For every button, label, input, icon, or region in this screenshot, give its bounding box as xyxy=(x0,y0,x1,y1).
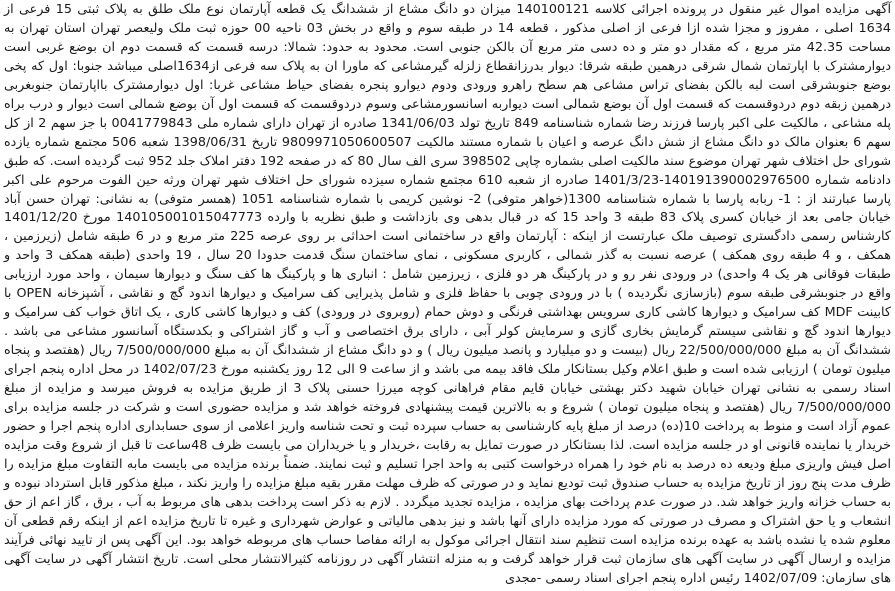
notice-text: آگهی مزایده اموال غیر منقول در پرونده اجرائی کلاسه 140100121 میزان دو دانگ مشاع از ششدانگ یک قطعه آپارتمان نوع ملک طلق به پلاک ثبتی 15 فرعی از 1634 اصلی ، مفروز و مجزا شده ازا فرعی از اصلی مذکور ، قطعه 14 در طبقه سوم و واقع در بخش 03 ناحیه 00 حوزه ثبت ملک ولیعصر تهران استان تهران به مساحت 42.35 متر مربع ، که مقدار دو متر و ده دسی متر مربع آن بالکن جنوبی است. محدود به حدود: شمالا: درسه قسمت که قسمت دوم ان بوضع غربی است دیوارمشترک با اپارتمان شمال شرقی درهمین طبقه شرقا: دیوار بدرزانقطاع زلزله گیرمشاعی که ماورا ان به پلاک سه فرعی از1634اصلی میباشد جنوبا: اول که پخی بوضع جنوبشرقی است لبه بالکن بفضای تراس مشاعی هم سطح راهرو ورودی ودوم دیوارو پنجره بفضای حیاط مشاعی غربا: اول دیوارمشترک بااپارتمان جنوبغربی درهمین زبقه دوم دردوقسمت که قسمت اول آن بوضع شمالی است دیواربه اسانسورمشاعی وسوم دردوقسمت که قسمت اول آن بوضع شمالی است دیوار و درب براه پله مشاعی ، مالکیت علی اکبر پارسا فرزند رضا شماره شناسنامه 849 تاریخ تولد 1341/06/03 صادره از تهران دارای شماره ملی 0041779843 با جز سهم 2 از کل سهم 6 بعنوان مالک دو دانگ مشاع از شش دانگ عرصه و اعیان با شماره مستند مالکیت 9809971050600507 تاریخ 1398/06/31 شعبه 506 مجتمع شماره یازده شورای حل اختلاف شهر تهران موضوع سند مالکیت اصلی بشماره چاپی 398502 سری الف سال 80 که در صفحه 192 دفتر املاک جلد 952 ثبت گردیده است. که طبق دادنامه شماره 140191390002976500-1401/3/23 صادره از شعبه 610 مجتمع شماره سیزده شورای حل اختلاف شهر تهران ورثه حین الفوت مرحوم علی اکبر پارسا عبارتند از : 1- ربابه پارسا با شماره شناسنامه 1300(خواهر متوفی) 2- نوشین کریمی با شماره شناسنامه 1051 (همسر متوفی) به نشانی: تهران حسن آباد خیابان جامی بعد از خیابان کسری پلاک 83 طبقه 3 واحد 15 که در قبال بدهی وی بازداشت و طبق نظریه با وارده 140105001015047773 مورخ 1401/12/20 کارشناس رسمی دادگستری توصیف ملک عبارتست از اینکه : آپارتمان واقع در ساختمانی است احداثی بر روی عرصه 225 متر مربع و در 6 طبقه شامل (زیرزمین ، همکف ، و 4 طبقه روی همکف ) عرصه نسبت به گذر شمالی ، کاربری مسکونی ، نمای ساختمان سنگ قدمت حدودا 20 سال ، 19 واحدی (طبقه همکف 3 واحد و طبقات فوقانی هر یک 4 واحدی) در ورودی نفر رو و در پارکینگ هر دو فلزی ، زیرزمین شامل : انباری ها و پارکینگ ها کف سنگ و دیوارها سیمان ، واحد مورد ارزیابی واقع در جنوبشرقی طبقه سوم (بازسازی نگردیده ) با در ورودی چوبی با حفاظ فلزی و شامل پذیرایی کف سرامیک و دیوارها اندود گچ و نقاشی ، آشپزخانه OPEN با کابینت MDF کف سرامیک و دیوارها کاشی کاری سرویس بهداشتی فرنگی و دوش حمام (روبروی در ورودی) کف و دیوارها کاشی کاری ، یک اتاق خواب کف سرامیک و دیوارها اندود گچ و نقاشی سیستم گرمایش بخاری گازی و سرمایش کولر آبی ، دارای برق اختصاصی و آب و گاز اشتراکی و بکدستگاه آسانسور مشاعی می باشد . ششدانگ آن به مبلغ 22/500/000/000 ریال (بیست و دو میلیارد و پانصد میلیون ریال ) و دو دانگ مشاع از ششدانگ آن به مبلغ 7/500/000/000 ریال (هفتصد و پنجاه میلیون تومان ) ارزیابی شده است و طبق اعلام وکیل بستانکار ملک فاقد بیمه می باشد و از ساعت 9 الی 12 روز یکشنبه مورخ 1402/07/23 در محل اداره پنجم اجرای اسناد رسمی به نشانی تهران خیابان شهید دکتر بهشتی خیابان قایم مقام فراهانی کوچه میرزا حسنی پلاک 3 از طریق مزایده به فروش میرسد و مزایده از مبلغ 7/500/000/000 ریال (هفتصد و پنجاه میلیون تومان ) شروع و به بالاترین قیمت پیشنهادی فروخته خواهد شد و مزایده حضوری است و شرکت در جلسه مزایده برای عموم آزاد است و منوط به پرداخت 10(ده) درصد از مبلغ پایه کارشناسی به حساب سپرده ثبت و تحت شناسه واریز اعلامی از سوی حسابداری اداره پنجم اجرا و حضور خریدار یا نماینده قانونی او در جلسه مزایده است. لذا بستانکار در صورت تمایل به رقابت ،خریدار و یا خریداران می بایست ظرف 48ساعت تا قبل از شروع وقت مزایده اصل فیش واریزی مبلغ ودیعه ده درصد به نام خود را همراه درخواست کتبی به واحد اجرا تسلیم و ثبت نمایند. ضمناً برنده مزایده می بایست مابه التفاوت مبلغ مزایده را ظرف مدت پنج روز از تاریخ مزایده به حساب صندوق ثبت تودیع نماید و در صورتی که ظرف مهلت مقرر بقیه مبلغ مزایده را واریز نکند ، مبلغ مذکور قابل استرداد نبوده و به حساب خزانه واریز خواهد شد. در صورت عدم پرداخت بهای مزایده ، مزایده تجدید میگردد . لازم به ذکر است پرداخت بدهی های مربوط به آب ، برق ، گاز اعم از حق انشعاب و یا حق اشتراک و مصرف در صورتی که مورد مزایده دارای آنها باشد و نیز بدهی مالیاتی و عوارض شهرداری و غیره تا تاریخ مزایده اعم از اینکه رقم قطعی آن معلوم شده یا نشده باشد به عهده برنده مزایده است تنظیم سند انتقال اجرائی موکول به ارائه مفاصا حساب های مربوطه خواهد بود. این آگهی پس از تایید نهائی فرآیند مزایده و ارسال آگهی در سایت آگهی های سازمان ثبت قرار خواهد گرفت و به منزله انتشار آگهی در روزنامه کثیرالانتشار محلی است. تاریخ انتشار آگهی در سایت آگهی های سازمان: 1402/07/09 رئیس اداره پنجم اجرای اسناد رسمی -مجدی xyxy=(4,2,892,586)
